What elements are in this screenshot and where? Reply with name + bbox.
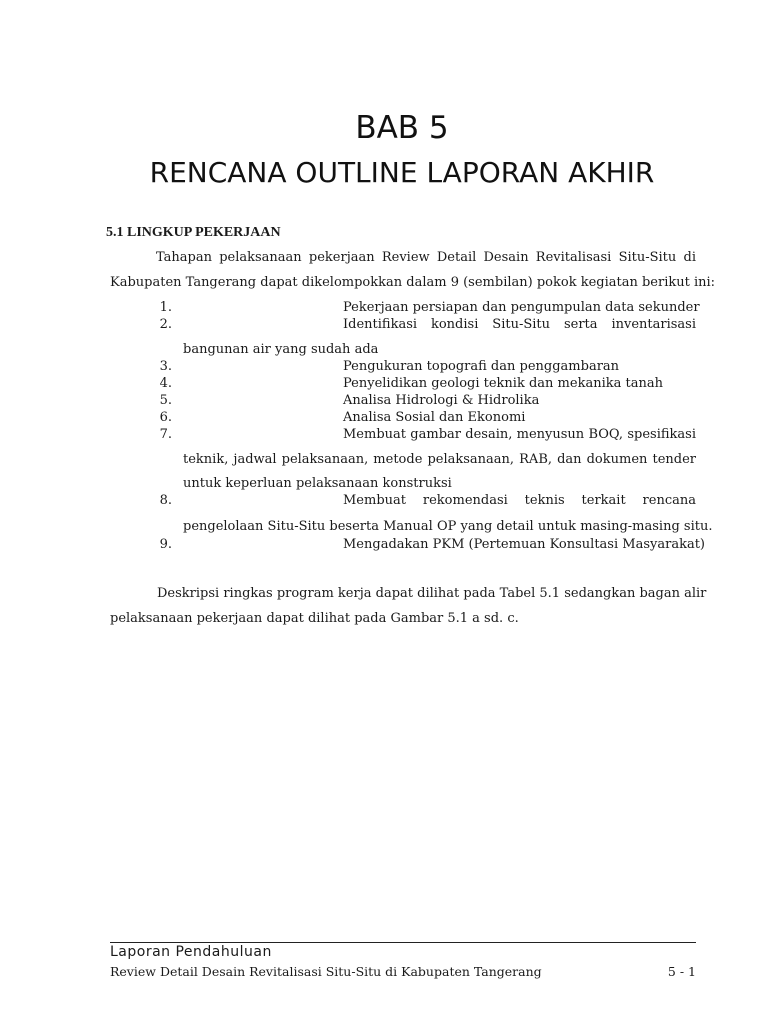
footer-project-title: Review Detail Desain Revitalisasi Situ-Situ di Kabupaten Tangerang bbox=[110, 964, 542, 979]
list-item-text: Membuat gambar desain, menyusun BOQ, spesifikasi bbox=[343, 427, 696, 442]
list-item-text: Analisa Sosial dan Ekonomi bbox=[343, 410, 526, 425]
chapter-label: BAB 5 bbox=[355, 110, 449, 146]
list-item-text: Membuat rekomendasi teknis terkait rencana bbox=[343, 493, 696, 508]
list-item-continuation: untuk keperluan pelaksanaan konstruksi bbox=[183, 476, 452, 491]
list-item-text: Mengadakan PKM (Pertemuan Konsultasi Masyarakat) bbox=[343, 537, 705, 552]
list-item-number: 6. bbox=[159, 410, 172, 425]
list-item-number: 8. bbox=[159, 493, 172, 508]
list-item-number: 3. bbox=[159, 359, 172, 374]
list-item-number: 1. bbox=[159, 300, 172, 315]
description-line-1: Deskripsi ringkas program kerja dapat dilihat pada Tabel 5.1 sedangkan bagan alir bbox=[157, 586, 707, 601]
list-item-continuation: teknik, jadwal pelaksanaan, metode pelaksanaan, RAB, dan dokumen tender bbox=[183, 452, 696, 467]
list-item-text: Pengukuran topografi dan penggambaran bbox=[343, 359, 620, 374]
list-item-text: Analisa Hidrologi & Hidrolika bbox=[343, 393, 540, 408]
list-item-continuation: pengelolaan Situ-Situ beserta Manual OP yang detail untuk masing-masing situ. bbox=[183, 519, 713, 534]
footer-report-title: Laporan Pendahuluan bbox=[110, 944, 272, 960]
list-item-continuation: bangunan air yang sudah ada bbox=[183, 342, 379, 357]
section-heading: 5.1 LINGKUP PEKERJAAN bbox=[106, 225, 281, 240]
list-item-number: 9. bbox=[159, 537, 172, 552]
intro-line-1: Tahapan pelaksanaan pekerjaan Review Detail Desain Revitalisasi Situ-Situ di bbox=[156, 250, 696, 265]
list-item-number: 7. bbox=[159, 427, 172, 442]
description-line-2: pelaksanaan pekerjaan dapat dilihat pada Gambar 5.1 a sd. c. bbox=[110, 611, 519, 626]
page-number: 5 - 1 bbox=[667, 964, 696, 979]
intro-line-2: Kabupaten Tangerang dapat dikelompokkan dalam 9 (sembilan) pokok kegiatan berikut ini: bbox=[110, 275, 716, 290]
list-item-number: 5. bbox=[159, 393, 172, 408]
chapter-title: RENCANA OUTLINE LAPORAN AKHIR bbox=[149, 156, 655, 189]
list-item-number: 4. bbox=[159, 376, 172, 391]
footer-divider bbox=[110, 942, 696, 943]
list-item-text: Pekerjaan persiapan dan pengumpulan data sekunder bbox=[343, 300, 700, 315]
list-item-number: 2. bbox=[159, 317, 172, 332]
list-item-text: Identifikasi kondisi Situ-Situ serta inventarisasi bbox=[343, 317, 696, 332]
list-item-text: Penyelidikan geologi teknik dan mekanika tanah bbox=[343, 376, 663, 391]
